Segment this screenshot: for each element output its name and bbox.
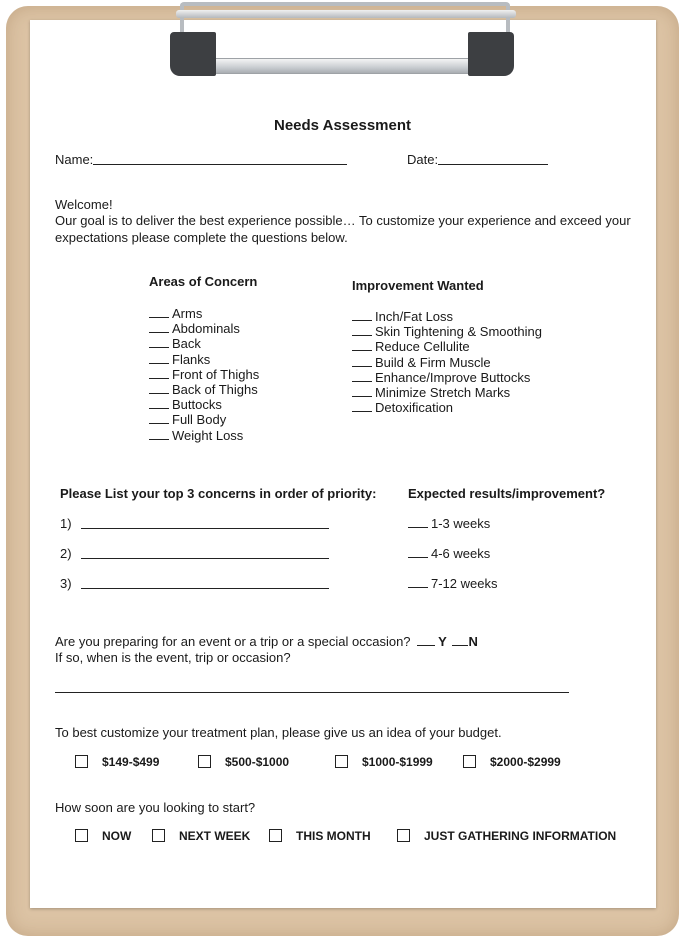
- yes-blank[interactable]: [417, 636, 435, 646]
- clip-bar: [205, 58, 487, 74]
- area-item[interactable]: Front of Thighs: [149, 367, 259, 382]
- no-option[interactable]: N: [468, 634, 478, 649]
- start-option-next-week[interactable]: NEXT WEEK: [152, 829, 250, 843]
- priority-label-2: 2): [60, 546, 72, 561]
- area-item[interactable]: Flanks: [149, 352, 259, 367]
- checkbox-icon[interactable]: [335, 755, 348, 768]
- checkbox-icon[interactable]: [269, 829, 282, 842]
- checkbox-icon[interactable]: [152, 829, 165, 842]
- priorities-heading: Please List your top 3 concerns in order of priority:: [60, 486, 377, 501]
- budget-option-4[interactable]: $2000-$2999: [463, 755, 561, 769]
- area-item[interactable]: Abdominals: [149, 321, 259, 336]
- improvement-item[interactable]: Detoxification: [352, 400, 542, 415]
- start-option-now[interactable]: NOW: [75, 829, 131, 843]
- area-item[interactable]: Buttocks: [149, 397, 259, 412]
- budget-option-1[interactable]: $149-$499: [75, 755, 159, 769]
- priority-label-3: 3): [60, 576, 72, 591]
- budget-question: To best customize your treatment plan, please give us an idea of your budget.: [55, 725, 502, 740]
- improvement-item[interactable]: Inch/Fat Loss: [352, 309, 542, 324]
- checkbox-icon[interactable]: [75, 829, 88, 842]
- intro-text-1: Our goal is to deliver the best experience possible… To customize your experience and exceed your: [55, 213, 631, 228]
- improvement-item[interactable]: Skin Tightening & Smoothing: [352, 324, 542, 339]
- date-label: Date:: [407, 152, 439, 167]
- improvement-item[interactable]: Build & Firm Muscle: [352, 355, 542, 370]
- improvement-item[interactable]: Enhance/Improve Buttocks: [352, 370, 542, 385]
- no-blank[interactable]: [452, 636, 468, 646]
- event-followup: If so, when is the event, trip or occasion?: [55, 650, 291, 665]
- budget-option-2[interactable]: $500-$1000: [198, 755, 289, 769]
- result-option-1[interactable]: 1-3 weeks: [408, 516, 490, 531]
- result-option-3[interactable]: 7-12 weeks: [408, 576, 497, 591]
- clip-foot-left: [170, 32, 216, 76]
- yes-option[interactable]: Y: [438, 634, 447, 649]
- checkbox-icon[interactable]: [198, 755, 211, 768]
- date-field[interactable]: [438, 164, 548, 165]
- checkbox-icon[interactable]: [75, 755, 88, 768]
- form-sheet: [30, 20, 656, 908]
- improvement-list: [352, 309, 542, 415]
- area-item[interactable]: Arms: [149, 306, 259, 321]
- priority-field-2[interactable]: [81, 558, 329, 559]
- priority-field-3[interactable]: [81, 588, 329, 589]
- checkbox-icon[interactable]: [463, 755, 476, 768]
- event-field[interactable]: [55, 692, 569, 693]
- improvement-item[interactable]: Reduce Cellulite: [352, 339, 542, 354]
- start-option-this-month[interactable]: THIS MONTH: [269, 829, 371, 843]
- result-option-2[interactable]: 4-6 weeks: [408, 546, 490, 561]
- priority-label-1: 1): [60, 516, 72, 531]
- checkbox-icon[interactable]: [397, 829, 410, 842]
- event-question: Are you preparing for an event or a trip or a special occasion? Y N: [55, 634, 478, 649]
- start-question: How soon are you looking to start?: [55, 800, 256, 815]
- budget-option-3[interactable]: $1000-$1999: [335, 755, 433, 769]
- area-item[interactable]: Full Body: [149, 412, 259, 427]
- name-label: Name:: [55, 152, 94, 167]
- name-field[interactable]: [93, 164, 347, 165]
- areas-list: [149, 306, 259, 443]
- clip-rail: [176, 10, 516, 18]
- welcome-text: Welcome!: [55, 197, 113, 212]
- area-item[interactable]: Weight Loss: [149, 428, 259, 443]
- areas-heading: Areas of Concern: [149, 274, 258, 289]
- priority-field-1[interactable]: [81, 528, 329, 529]
- page-title: Needs Assessment: [274, 117, 412, 134]
- intro-text-2: expectations please complete the questions below.: [55, 230, 348, 245]
- area-item[interactable]: Back of Thighs: [149, 382, 259, 397]
- start-option-gathering-info[interactable]: JUST GATHERING INFORMATION: [397, 829, 616, 843]
- area-item[interactable]: Back: [149, 336, 259, 351]
- results-heading: Expected results/improvement?: [408, 486, 606, 501]
- clip-foot-right: [468, 32, 514, 76]
- improvement-item[interactable]: Minimize Stretch Marks: [352, 385, 542, 400]
- improvement-heading: Improvement Wanted: [352, 278, 484, 293]
